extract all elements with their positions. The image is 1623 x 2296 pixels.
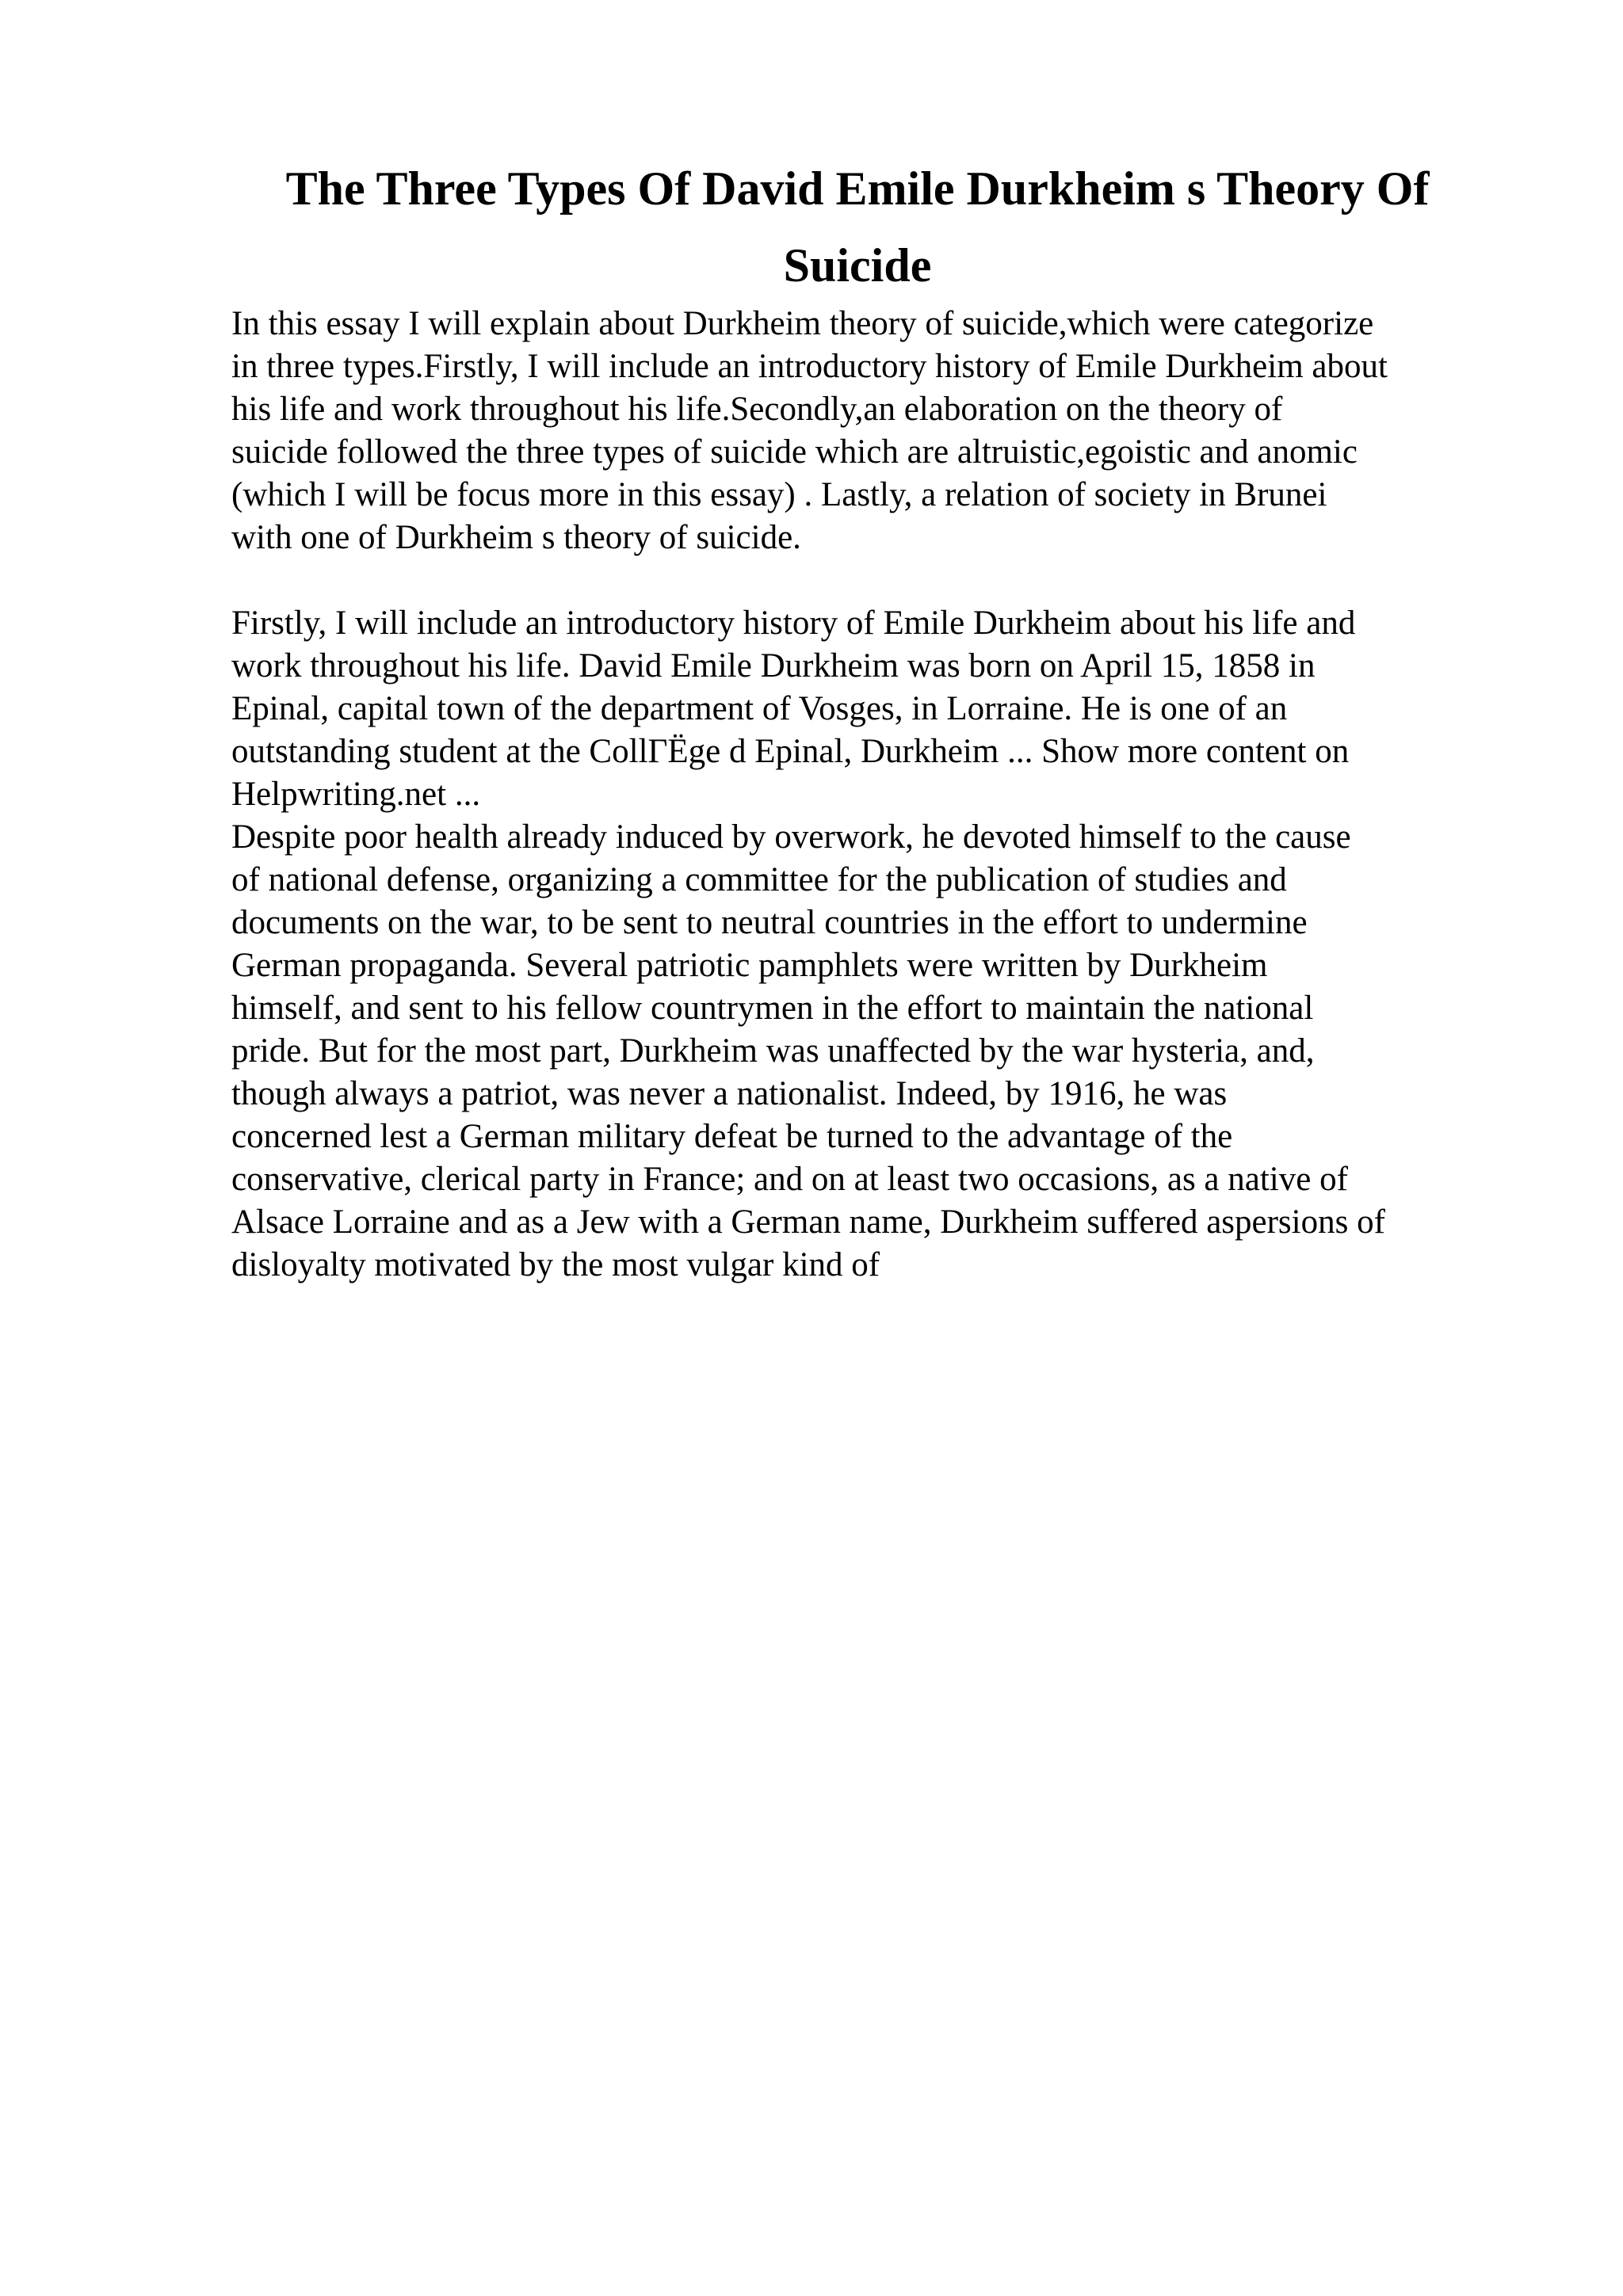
text-line: Firstly, I will include an introductory history of Emile Durkheim about his life and	[231, 605, 1356, 642]
paragraph-history	[231, 602, 1515, 816]
text-line: disloyalty motivated by the most vulgar kind of	[231, 1246, 880, 1283]
text-line: his life and work throughout his life.Secondly,an elaboration on the theory of	[231, 391, 1283, 428]
text-line: documents on the war, to be sent to neutral countries in the effort to undermine	[231, 904, 1308, 941]
text-line: himself, and sent to his fellow countrymen in the effort to maintain the national	[231, 990, 1314, 1027]
text-line: concerned lest a German military defeat be turned to the advantage of the	[231, 1118, 1233, 1155]
text-line: German propaganda. Several patriotic pamphlets were written by Durkheim	[231, 947, 1268, 984]
text-line: pride. But for the most part, Durkheim was unaffected by the war hysteria, and,	[231, 1032, 1315, 1070]
text-line: (which I will be focus more in this essay) . Lastly, a relation of society in Brunei	[231, 476, 1327, 513]
text-line: conservative, clerical party in France; and on at least two occasions, as a native of	[231, 1161, 1348, 1198]
text-line: Alsace Lorraine and as a Jew with a German name, Durkheim suffered aspersions of	[231, 1203, 1385, 1241]
text-line: Despite poor health already induced by overwork, he devoted himself to the cause	[231, 818, 1351, 856]
paragraph-war	[231, 816, 1515, 1287]
document-body	[231, 303, 1515, 1287]
text-line: in three types.Firstly, I will include an introductory history of Emile Durkheim about	[231, 348, 1388, 385]
paragraph-intro	[231, 303, 1515, 559]
text-line: though always a patriot, was never a nationalist. Indeed, by 1916, he was	[231, 1075, 1228, 1112]
text-line: Epinal, capital town of the department of Vosges, in Lorraine. He is one of an	[231, 690, 1288, 727]
text-line: In this essay I will explain about Durkheim theory of suicide,which were categorize	[231, 305, 1374, 342]
text-line: outstanding student at the CollΓËge d Epinal, Durkheim ... Show more content on	[231, 733, 1350, 770]
text-line: with one of Durkheim s theory of suicide.	[231, 519, 801, 556]
text-line: suicide followed the three types of suicide which are altruistic,egoistic and anomic	[231, 433, 1358, 471]
text-line: work throughout his life. David Emile Durkheim was born on April 15, 1858 in	[231, 647, 1316, 685]
paragraph-spacer	[231, 559, 1515, 602]
text-line: Helpwriting.net ...	[231, 776, 481, 813]
text-line: of national defense, organizing a committee for the publication of studies and	[231, 861, 1287, 898]
document-title: The Three Types Of David Emile Durkheim s Theory Of Suicide	[285, 162, 1430, 292]
